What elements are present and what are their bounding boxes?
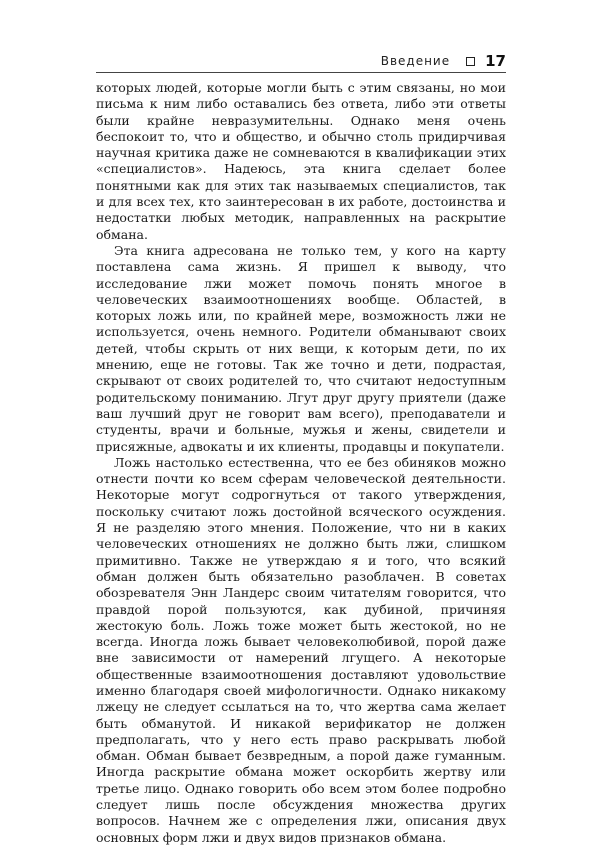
section-title: Введение: [380, 54, 451, 68]
running-header: [96, 52, 506, 70]
header-rule: [96, 72, 506, 73]
paragraph-2: Эта книга адресована не только тем, у кого на карту поставлена сама жизнь. Я пришел к выводу, что исследование лжи может помочь понять многое в человеческих взаимоотношениях вообще. Областей, в которых ложь или, по крайней мере, возможность лжи не используется, очень немного. Родители обманывают своих детей, чтобы скрыть от них вещи, к которым дети, по их мнению, еще не готовы. Так же точно и дети, подрастая, скрывают от своих родителей то, что считают недоступным родительскому пониманию. Лгут друг другу приятели (даже ваш лучший друг не говорит вам всего), преподаватели и студенты, врачи и больные, мужья и жены, свидетели и присяжные, адвокаты и их клиенты, продавцы и покупатели.: [96, 242, 506, 454]
square-box-icon: [466, 57, 475, 66]
paragraph-3: Ложь настолько естественна, что ее без обиняков можно отнести почти ко всем сферам человеческой деятельности. Некоторые могут содрогнуться от такого утверждения, поскольку считают ложь достойной всяческого осуждения. Я не разделяю этого мнения. Положение, что ни в каких человеческих отношениях не должно быть лжи, слишком примитивно. Также не утверждаю я и того, что всякий обман должен быть обязательно разоблачен. В советах обозревателя Энн Ландерс своим читателям говорится, что правдой порой пользуются, как дубиной, причиняя жестокую боль. Ложь тоже может быть жестокой, но не всегда. Иногда ложь бывает человеколюбивой, порой даже вне зависимости от намерений лгущего. А некоторые общественные взаимоотношения доставляют удовольствие именно благодаря своей мифологичности. Однако никакому лжецу не следует ссылаться на то, что жертва сама желает быть обманутой. И никакой верификатор не должен предполагать, что у него есть право раскрывать любой обман. Обман бывает безвредным, а порой даже гуманным. Иногда раскрытие обмана может оскорбить жертву или третье лицо. Однако говорить обо всем этом более подробно следует лишь после обсуждения множества других вопросов. Начнем же с определения лжи, описания двух основных форм лжи и двух видов признаков обмана.: [96, 454, 506, 845]
body-text: [96, 80, 506, 846]
page-number: 17: [485, 52, 506, 70]
paragraph-1: которых людей, которые могли быть с этим связаны, но мои письма к ним либо оставались без ответа, либо эти ответы были крайне невразумительны. Однако меня очень беспокоит то, что и общество, и обычно столь придирчивая научная критика даже не сомневаются в квалификации этих «специалистов». Надеюсь, эта книга сделает более понятными как для этих так называемых специалистов, так и для всех тех, кто заинтересован в их работе, достоинства и недостатки любых методик, направленных на раскрытие обмана.: [96, 80, 506, 242]
